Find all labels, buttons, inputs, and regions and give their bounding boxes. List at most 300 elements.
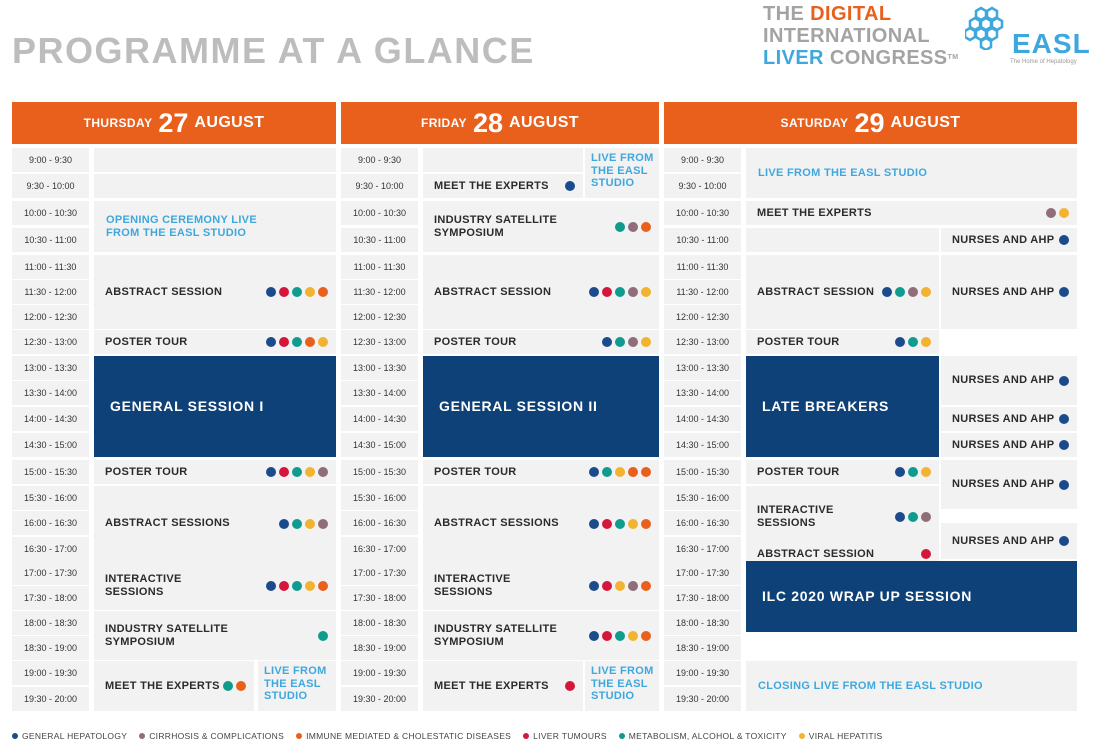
nurses-and-ahp-session[interactable] (941, 460, 1077, 509)
session-label: INTERACTIVE SESSIONS (105, 573, 182, 598)
abstract-session-session[interactable] (746, 255, 939, 329)
topic-dot-gh (1059, 414, 1069, 424)
time-slot: 15:30 - 16:00 (664, 486, 741, 510)
day-header-2 (664, 102, 1077, 144)
topic-dot-vh (921, 337, 931, 347)
topic-dot-vh (305, 519, 315, 529)
topic-dot-gh (589, 581, 599, 591)
session-label: POSTER TOUR (105, 335, 188, 348)
topic-dot-lt (279, 581, 289, 591)
session-label: NURSES AND AHP (952, 478, 1055, 491)
time-slot: 15:30 - 16:00 (12, 486, 89, 510)
session-label: ABSTRACT SESSIONS (434, 517, 559, 530)
topic-dot-gh (266, 337, 276, 347)
session-label: ILC 2020 WRAP UP SESSION (762, 588, 973, 605)
time-slot: 12:00 - 12:30 (12, 305, 89, 329)
topic-dot-cc (628, 222, 638, 232)
time-slot: 19:30 - 20:00 (341, 687, 418, 711)
nurses-and-ahp-session[interactable] (941, 255, 1077, 329)
time-slot: 19:00 - 19:30 (12, 661, 89, 685)
topic-dot-lt (279, 287, 289, 297)
session-label: LATE BREAKERS (762, 398, 890, 415)
legend-item (799, 731, 883, 741)
topic-dot-vh (921, 287, 931, 297)
time-slot: 18:00 - 18:30 (12, 611, 89, 635)
time-slot: 13:30 - 14:00 (12, 381, 89, 405)
poster-tour-session[interactable] (423, 460, 659, 484)
topic-dot-vh (1059, 208, 1069, 218)
session-label: NURSES AND AHP (952, 412, 1055, 425)
legend-dot-icon (139, 733, 145, 739)
topic-dot-gh (589, 467, 599, 477)
topic-dot-gh (895, 512, 905, 522)
topic-dot-vh (615, 467, 625, 477)
abstract-session-session[interactable] (94, 255, 336, 329)
topic-dots (615, 222, 651, 232)
session-label: INTERACTIVE SESSIONS (434, 573, 511, 598)
topic-dot-lt (602, 631, 612, 641)
topic-dot-cc (318, 519, 328, 529)
time-slot: 17:30 - 18:00 (664, 586, 741, 610)
topic-dots (565, 681, 575, 691)
topic-dot-gh (266, 581, 276, 591)
legend-item (296, 731, 511, 741)
day-header-1 (341, 102, 659, 144)
time-slot: 14:00 - 14:30 (341, 407, 418, 431)
time-slot: 19:00 - 19:30 (341, 661, 418, 685)
topic-dot-ma (602, 467, 612, 477)
session-label: POSTER TOUR (434, 465, 517, 478)
topic-dot-lt (565, 681, 575, 691)
session-label: LIVE FROM THE EASL STUDIO (264, 665, 327, 702)
time-slot: 17:00 - 17:30 (664, 561, 741, 585)
topic-dots (565, 181, 575, 191)
time-slot: 19:00 - 19:30 (664, 661, 741, 685)
live-from-the-easl-studio-session[interactable] (746, 148, 1077, 198)
topic-dot-ma (292, 581, 302, 591)
live-from-the-easl-studio-session[interactable] (585, 661, 659, 711)
interactive-sessions-session[interactable] (423, 561, 659, 610)
legend-item (523, 731, 607, 741)
session-label: INDUSTRY SATELLITE SYMPOSIUM (434, 214, 558, 239)
topic-dot-cc (318, 467, 328, 477)
nurses-and-ahp-session[interactable] (941, 356, 1077, 405)
session-label: MEET THE EXPERTS (757, 206, 872, 219)
session-label: OPENING CEREMONY LIVE FROM THE EASL STUDIO (106, 214, 257, 239)
time-slot: 14:30 - 15:00 (664, 433, 741, 457)
topic-dot-gh (895, 467, 905, 477)
legend-label: IMMUNE MEDIATED & CHOLESTATIC DISEASES (306, 731, 512, 741)
easl-tagline: The Home of Hepatology (1010, 59, 1077, 65)
closing-live-from-the-easl-studio-session[interactable] (746, 661, 1077, 711)
topic-dot-gh (895, 337, 905, 347)
day-date: 27 (158, 107, 189, 138)
session-label: GENERAL SESSION II (439, 398, 598, 415)
empty-slot (423, 148, 583, 172)
topic-dots (266, 581, 328, 591)
topic-dot-vh (628, 519, 638, 529)
session-label: POSTER TOUR (757, 465, 840, 478)
topic-dot-im (236, 681, 246, 691)
time-slot: 13:00 - 13:30 (341, 356, 418, 380)
time-slot: 16:30 - 17:00 (12, 537, 89, 561)
session-label: LIVE FROM THE EASL STUDIO (591, 665, 654, 702)
topic-dot-vh (615, 581, 625, 591)
congress-word: CONGRESS (829, 47, 948, 69)
topic-dot-im (641, 581, 651, 591)
time-slot: 12:30 - 13:00 (341, 330, 418, 354)
session-label: INDUSTRY SATELLITE SYMPOSIUM (434, 623, 558, 648)
topic-dot-cc (628, 581, 638, 591)
time-slot: 11:00 - 11:30 (341, 255, 418, 279)
time-slot: 16:00 - 16:30 (664, 511, 741, 535)
legend-dot-icon (12, 733, 18, 739)
topic-dots (266, 287, 328, 297)
time-slot: 15:30 - 16:00 (341, 486, 418, 510)
topic-dot-vh (921, 467, 931, 477)
topic-dot-im (305, 337, 315, 347)
topic-dots (1059, 536, 1069, 546)
topic-dot-lt (279, 337, 289, 347)
topic-dot-lt (921, 549, 931, 559)
time-slot: 9:30 - 10:00 (664, 174, 741, 198)
time-slot: 17:30 - 18:00 (341, 586, 418, 610)
topic-dot-cc (628, 337, 638, 347)
session-label: MEET THE EXPERTS (105, 679, 220, 692)
topic-dot-im (641, 467, 651, 477)
meet-the-experts-session[interactable] (423, 661, 583, 711)
session-label: CLOSING LIVE FROM THE EASL STUDIO (758, 679, 983, 692)
meet-the-experts-session[interactable] (746, 201, 1077, 225)
day-date: 29 (854, 107, 885, 138)
time-slot: 12:30 - 13:00 (12, 330, 89, 354)
time-slot: 16:30 - 17:00 (341, 537, 418, 561)
legend-dot-icon (619, 733, 625, 739)
time-slot: 12:00 - 12:30 (664, 305, 741, 329)
topic-dot-gh (589, 631, 599, 641)
topic-dots (895, 512, 931, 522)
topic-dot-gh (1059, 440, 1069, 450)
time-slot: 10:30 - 11:00 (12, 228, 89, 252)
topic-dot-ma (615, 631, 625, 641)
topic-dot-im (641, 519, 651, 529)
topic-dots (589, 519, 651, 529)
session-label: NURSES AND AHP (952, 233, 1055, 246)
topic-dots (279, 519, 328, 529)
topic-dot-ma (908, 512, 918, 522)
topic-dot-vh (318, 337, 328, 347)
poster-tour-session[interactable] (94, 330, 336, 354)
industry-satellite-symposium-session[interactable] (423, 201, 659, 252)
poster-tour-session[interactable] (94, 460, 336, 484)
session-label: NURSES AND AHP (952, 438, 1055, 451)
topic-dot-ma (223, 681, 233, 691)
day-weekday: THURSDAY (83, 116, 153, 130)
time-slot: 14:00 - 14:30 (12, 407, 89, 431)
session-label: LIVE FROM THE EASL STUDIO (591, 152, 654, 189)
topic-dots (1059, 414, 1069, 424)
topic-dot-ma (615, 337, 625, 347)
time-slot: 10:30 - 11:00 (341, 228, 418, 252)
nurses-and-ahp-session[interactable] (941, 523, 1077, 559)
topic-dots (318, 631, 328, 641)
time-slot: 17:30 - 18:00 (12, 586, 89, 610)
legend-dot-icon (799, 733, 805, 739)
time-slot: 18:30 - 19:00 (341, 636, 418, 660)
time-slot: 13:00 - 13:30 (12, 356, 89, 380)
time-slot: 11:30 - 12:00 (341, 280, 418, 304)
industry-satellite-symposium-session[interactable] (94, 611, 336, 660)
nurses-and-ahp-session[interactable] (941, 433, 1077, 457)
late-breakers-session[interactable] (746, 356, 939, 457)
legend-label: GENERAL HEPATOLOGY (22, 731, 128, 741)
topic-dot-ma (292, 287, 302, 297)
time-slot: 17:00 - 17:30 (12, 561, 89, 585)
legend-label: CIRRHOSIS & COMPLICATIONS (149, 731, 285, 741)
time-slot: 16:00 - 16:30 (12, 511, 89, 535)
congress-logo (763, 3, 958, 69)
topic-dot-gh (1059, 376, 1069, 386)
topic-dot-vh (305, 467, 315, 477)
legend-dot-icon (523, 733, 529, 739)
time-slot: 9:00 - 9:30 (341, 148, 418, 172)
topic-dots (1059, 376, 1069, 386)
topic-dots (589, 631, 651, 641)
abstract-session-session[interactable] (746, 547, 939, 561)
page-title: PROGRAMME AT A GLANCE (12, 30, 535, 71)
time-slot: 14:30 - 15:00 (12, 433, 89, 457)
topic-dot-vh (641, 287, 651, 297)
abstract-sessions-session[interactable] (423, 486, 659, 561)
time-slot: 15:00 - 15:30 (12, 460, 89, 484)
topic-dot-ma (908, 467, 918, 477)
topic-dot-gh (1059, 235, 1069, 245)
interactive-sessions-session[interactable] (94, 561, 336, 610)
meet-the-experts-session[interactable] (94, 661, 254, 711)
time-slot: 14:30 - 15:00 (341, 433, 418, 457)
time-slot: 12:30 - 13:00 (664, 330, 741, 354)
legend-item (619, 731, 787, 741)
empty-slot (94, 148, 336, 172)
time-slot: 18:30 - 19:00 (12, 636, 89, 660)
meet-the-experts-session[interactable] (423, 174, 583, 198)
topic-dots (882, 287, 931, 297)
congress-the: THE (763, 3, 805, 25)
topic-dot-ma (908, 337, 918, 347)
topic-dots (266, 467, 328, 477)
live-from-the-easl-studio-session[interactable] (585, 148, 659, 198)
topic-dot-lt (602, 519, 612, 529)
time-slot: 16:00 - 16:30 (341, 511, 418, 535)
legend-item (12, 731, 127, 741)
topic-dots (1059, 440, 1069, 450)
topic-dot-im (318, 581, 328, 591)
abstract-session-session[interactable] (423, 255, 659, 329)
topic-dot-lt (602, 581, 612, 591)
day-weekday: FRIDAY (421, 116, 467, 130)
topic-dot-lt (602, 287, 612, 297)
topic-dot-gh (589, 287, 599, 297)
poster-tour-session[interactable] (423, 330, 659, 354)
time-slot: 11:00 - 11:30 (12, 255, 89, 279)
time-slot: 15:00 - 15:30 (664, 460, 741, 484)
nurses-and-ahp-session[interactable] (941, 228, 1077, 252)
congress-liver: LIVER (763, 47, 824, 69)
topic-legend (12, 731, 883, 741)
session-label: POSTER TOUR (434, 335, 517, 348)
topic-dots (266, 337, 328, 347)
live-from-the-easl-studio-session[interactable] (258, 661, 336, 711)
topic-dot-gh (1059, 480, 1069, 490)
time-slot: 19:30 - 20:00 (664, 687, 741, 711)
topic-dots (223, 681, 246, 691)
topic-dots (602, 337, 651, 347)
session-label: INTERACTIVE SESSIONS (757, 504, 834, 529)
topic-dot-ma (292, 337, 302, 347)
nurses-and-ahp-session[interactable] (941, 407, 1077, 431)
time-slot: 13:30 - 14:00 (341, 381, 418, 405)
time-slot: 10:00 - 10:30 (12, 201, 89, 225)
time-slot: 9:30 - 10:00 (12, 174, 89, 198)
session-label: NURSES AND AHP (952, 374, 1055, 387)
time-slot: 14:00 - 14:30 (664, 407, 741, 431)
topic-dot-ma (615, 222, 625, 232)
topic-dot-lt (279, 467, 289, 477)
industry-satellite-symposium-session[interactable] (423, 611, 659, 660)
day-date: 28 (472, 107, 504, 138)
poster-tour-session[interactable] (746, 330, 939, 354)
time-slot: 19:30 - 20:00 (12, 687, 89, 711)
time-slot: 15:00 - 15:30 (341, 460, 418, 484)
session-label: POSTER TOUR (105, 465, 188, 478)
topic-dots (589, 467, 651, 477)
time-slot: 18:00 - 18:30 (664, 611, 741, 635)
day-month: AUGUST (509, 114, 579, 131)
topic-dot-gh (589, 519, 599, 529)
topic-dot-ma (318, 631, 328, 641)
empty-slot (94, 174, 336, 198)
day-weekday: SATURDAY (780, 116, 849, 130)
time-slot: 17:00 - 17:30 (341, 561, 418, 585)
time-slot: 18:00 - 18:30 (341, 611, 418, 635)
topic-dots (589, 287, 651, 297)
topic-dot-vh (305, 581, 315, 591)
session-label: POSTER TOUR (757, 335, 840, 348)
time-slot: 16:30 - 17:00 (664, 537, 741, 561)
general-session-ii-session[interactable] (423, 356, 659, 457)
congress-international: INTERNATIONAL (763, 25, 931, 47)
congress-digital: DIGITAL (810, 3, 892, 25)
time-slot: 9:00 - 9:30 (12, 148, 89, 172)
topic-dot-vh (628, 631, 638, 641)
empty-slot (746, 228, 939, 252)
session-label: ABSTRACT SESSION (434, 285, 552, 298)
poster-tour-session[interactable] (746, 460, 939, 484)
topic-dot-im (318, 287, 328, 297)
topic-dots (1059, 235, 1069, 245)
legend-dot-icon (296, 733, 302, 739)
legend-label: LIVER TUMOURS (533, 731, 607, 741)
topic-dot-gh (882, 287, 892, 297)
topic-dot-im (628, 467, 638, 477)
topic-dot-ma (292, 467, 302, 477)
congress-tm: TM (947, 54, 959, 61)
session-label: NURSES AND AHP (952, 285, 1055, 298)
time-slot: 10:00 - 10:30 (664, 201, 741, 225)
legend-item (139, 731, 284, 741)
session-label: ABSTRACT SESSION (757, 547, 875, 560)
topic-dot-ma (895, 287, 905, 297)
topic-dots (921, 549, 931, 559)
topic-dot-ma (615, 519, 625, 529)
abstract-sessions-session[interactable] (94, 486, 336, 561)
topic-dots (589, 581, 651, 591)
time-slot: 10:00 - 10:30 (341, 201, 418, 225)
topic-dot-gh (1059, 536, 1069, 546)
time-slot: 9:00 - 9:30 (664, 148, 741, 172)
time-slot: 13:00 - 13:30 (664, 356, 741, 380)
general-session-i-session[interactable] (94, 356, 336, 457)
time-slot: 13:30 - 14:00 (664, 381, 741, 405)
time-slot: 10:30 - 11:00 (664, 228, 741, 252)
topic-dots (1046, 208, 1069, 218)
topic-dot-ma (292, 519, 302, 529)
session-label: ABSTRACT SESSION (105, 285, 223, 298)
topic-dot-gh (266, 467, 276, 477)
session-label: GENERAL SESSION I (110, 398, 265, 415)
session-label: MEET THE EXPERTS (434, 679, 549, 692)
topic-dots (1059, 480, 1069, 490)
topic-dot-ma (615, 287, 625, 297)
time-slot: 12:00 - 12:30 (341, 305, 418, 329)
session-label: INDUSTRY SATELLITE SYMPOSIUM (105, 623, 229, 648)
session-label: MEET THE EXPERTS (434, 179, 549, 192)
topic-dots (1059, 287, 1069, 297)
legend-label: METABOLISM, ALCOHOL & TOXICITY (628, 731, 787, 741)
topic-dot-gh (565, 181, 575, 191)
time-slot: 11:30 - 12:00 (12, 280, 89, 304)
topic-dot-gh (279, 519, 289, 529)
topic-dot-gh (1059, 287, 1069, 297)
topic-dot-im (641, 631, 651, 641)
topic-dot-vh (641, 337, 651, 347)
day-month: AUGUST (890, 114, 961, 131)
interactive-sessions-session[interactable] (746, 486, 939, 547)
day-month: AUGUST (194, 114, 265, 131)
easl-wordmark: EASL (1012, 28, 1091, 59)
session-label: ABSTRACT SESSIONS (105, 517, 230, 530)
topic-dot-cc (1046, 208, 1056, 218)
time-slot: 11:00 - 11:30 (664, 255, 741, 279)
opening-ceremony-live-from-the-easl-studio-session[interactable] (94, 201, 336, 252)
topic-dot-vh (305, 287, 315, 297)
time-slot: 18:30 - 19:00 (664, 636, 741, 660)
topic-dot-gh (602, 337, 612, 347)
day-header-0 (12, 102, 336, 144)
topic-dot-gh (266, 287, 276, 297)
topic-dot-cc (628, 287, 638, 297)
topic-dots (895, 337, 931, 347)
topic-dot-im (641, 222, 651, 232)
legend-label: VIRAL HEPATITIS (808, 731, 883, 741)
time-slot: 11:30 - 12:00 (664, 280, 741, 304)
session-label: ABSTRACT SESSION (757, 285, 875, 298)
ilc-2020-wrap-up-session-session[interactable] (746, 561, 1077, 632)
topic-dot-cc (908, 287, 918, 297)
topic-dot-cc (921, 512, 931, 522)
session-label: NURSES AND AHP (952, 534, 1055, 547)
session-label: LIVE FROM THE EASL STUDIO (758, 166, 928, 179)
